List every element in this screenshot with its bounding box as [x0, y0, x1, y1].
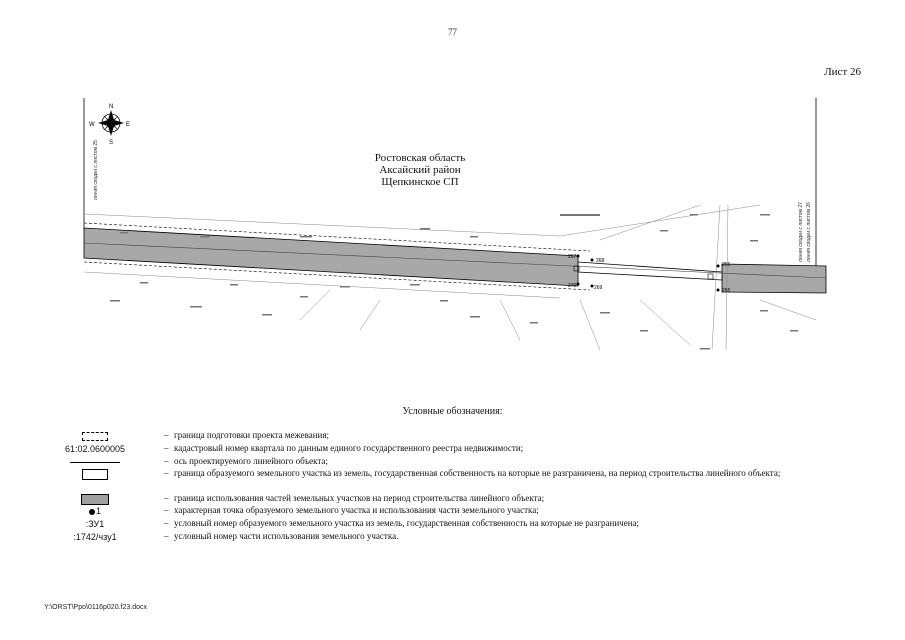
legend-item	[44, 518, 844, 531]
legend-text: граница подготовки проекта межевания;	[174, 430, 330, 440]
legend-text: кадастровый номер квартала по данным единого государственного реестра недвижимости;	[174, 443, 524, 453]
legend-text: условный номер образуемого земельного участка из земель, государственная собственность на которые не разграничена;	[174, 518, 640, 528]
legend-dash: –	[164, 518, 169, 528]
point-267[interactable]	[577, 255, 580, 258]
label-267: 267	[568, 254, 577, 260]
compass-w: W	[89, 122, 95, 128]
left-sheet-label: линия сводки с листом 25	[93, 140, 99, 200]
legend-item	[44, 430, 844, 443]
legend-text: характерная точка образуемого земельного участка и использования части земельного участка;	[174, 505, 539, 515]
point-270[interactable]	[577, 283, 580, 286]
footer-file-path: Y:\ORST\Ppo\0116p020.f23.docx	[44, 604, 147, 611]
dashed-boundary-symbol	[44, 430, 146, 443]
region-line-1: Ростовская область	[374, 152, 466, 164]
legend-dash: –	[164, 505, 169, 515]
label-268: 268	[596, 258, 605, 264]
point-265[interactable]	[717, 289, 720, 292]
legend-text: граница образуемого земельного участка из земель, государственная собственность на которые не разграничена, на период строительства линейного объекта;	[174, 468, 781, 478]
part-number-symbol: :1742/чзу1	[73, 532, 117, 542]
legend-item	[44, 443, 844, 456]
legend-item	[44, 505, 844, 518]
legend-dash: –	[164, 493, 169, 503]
formed-plot-symbol	[44, 468, 146, 481]
compass-s: S	[109, 140, 114, 146]
legend-dash: –	[164, 443, 169, 453]
label-269: 269	[594, 285, 603, 291]
construction-band-right[interactable]	[722, 264, 826, 293]
point-symbol-label: 1	[95, 506, 101, 516]
point-symbol	[44, 505, 146, 518]
sheet-label: Лист 26	[824, 66, 861, 78]
legend-item	[44, 468, 844, 492]
legend-dash: –	[164, 468, 169, 478]
cadastral-number-symbol: 61:02.0600005	[64, 444, 126, 454]
label-266: 266	[722, 262, 731, 268]
compass-e: E	[126, 122, 131, 128]
region-label	[340, 152, 500, 188]
legend-text: ось проектируемого линейного объекта;	[174, 456, 328, 466]
point-dot-icon	[89, 509, 95, 515]
point-268[interactable]	[591, 259, 594, 262]
legend-dash: –	[164, 531, 169, 541]
region-line-2: Аксайский район	[379, 164, 461, 176]
legend-dash: –	[164, 456, 169, 466]
plot-number-symbol: :ЗУ1	[85, 519, 105, 529]
point-266[interactable]	[717, 265, 720, 268]
formed-plot-boundary[interactable]	[578, 262, 722, 280]
label-265: 265	[722, 288, 731, 294]
legend-item	[44, 531, 844, 544]
legend-title: Условные обозначения:	[402, 406, 503, 417]
compass-rose-icon	[89, 104, 130, 146]
right-sheet-label-a: линия сводки с листом 27	[798, 202, 804, 262]
legend-text: граница использования частей земельных участков на период строительства линейного объекта;	[174, 493, 545, 503]
legend-text: условный номер части использования земельного участка.	[174, 531, 399, 541]
right-sheet-label-b: линия сводки с листом 26	[806, 202, 812, 262]
label-270: 270	[568, 283, 577, 289]
terrain-marks	[110, 214, 798, 350]
region-line-3: Щепкинское СП	[381, 176, 459, 188]
legend-dash: –	[164, 430, 169, 440]
page-number: 77	[448, 27, 457, 37]
compass-n: N	[109, 104, 114, 110]
